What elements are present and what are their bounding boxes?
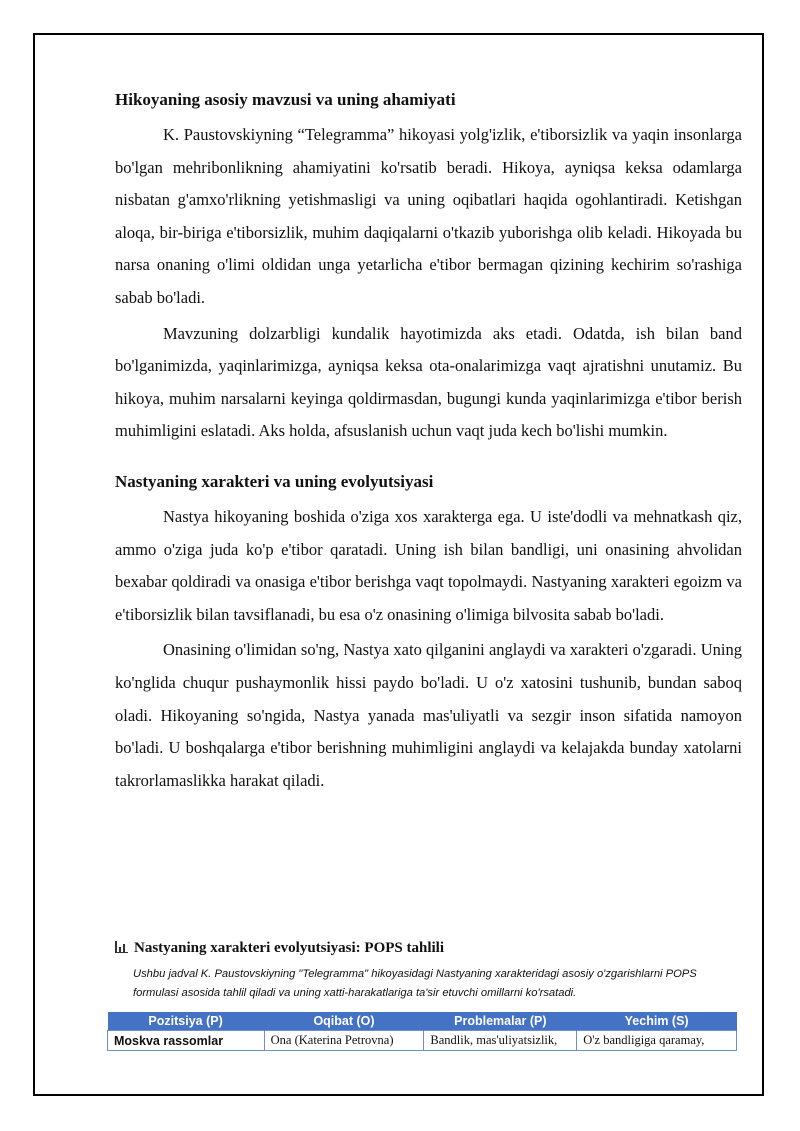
bar-chart-icon	[115, 941, 128, 953]
table-cell: Moskva rassomlar	[108, 1031, 265, 1051]
paragraph: Mavzuning dolzarbligi kundalik hayotimizda aks etadi. Odatda, ish bilan band bo'lganimizda, yaqinlarimizga, ayniqsa keksa ota-onalarimizga vaqt ajratishni unutamiz. Bu hikoya, muhim narsalarni keyinga qoldirmasdan, bugungi kunda yaqinlarimizga e'tibor berish muhimligini eslatadi. Aks holda, afsuslanish uchun vaqt juda kech bo'lishi mumkin.	[115, 323, 742, 441]
paragraph: K. Paustovskiyning “Telegramma” hikoyasi yolg'izlik, e'tiborsizlik va yaqin insonlarga bo'lgan mehribonlikning ahamiyatini ko'rsatib beradi. Hikoya, ayniqsa keksa odamlarga nisbatan g'amxo'rlikning yetishmasligi va uning oqibatlari haqida ogohlantiradi. Ketishgan aloqa, bir-biriga e'tiborsizlik, muhim daqiqalarni o'tkazib yuborishga olib keladi. Hikoyada bu narsa onaning o'limi oldidan unga yetarlicha e'tibor bermagan qizining kechirim so'rashiga sabab bo'ladi.	[115, 125, 742, 307]
column-header: Problemalar (P)	[424, 1012, 577, 1031]
table-title-text: Nastyaning xarakteri evolyutsiyasi: POPS tahlili	[134, 940, 445, 956]
document-body	[115, 84, 742, 797]
section-heading-character: Nastyaning xarakteri va uning evolyutsiyasi	[115, 471, 434, 491]
table-caption: Ushbu jadval K. Paustovskiyning "Telegramma" hikoyasidagi Nastyaning xarakteridagi asosiy o'zgarishlarni POPS formulasi asosida tahlil qiladi va uning xatti-harakatlariga ta'sir etuvchi omillarni ko'rsatadi.	[133, 968, 697, 999]
column-header: Oqibat (O)	[264, 1012, 424, 1031]
table-cell: O'z bandligiga qaramay,	[577, 1031, 737, 1051]
column-header: Yechim (S)	[577, 1012, 737, 1031]
table-header-row	[108, 1012, 737, 1031]
paragraph: Nastya hikoyaning boshida o'ziga xos xarakterga ega. U iste'dodli va mehnatkash qiz, ammo o'ziga juda ko'p e'tibor qaratadi. Uning ish bilan bandligi, uni onasining ahvolidan bexabar qoldiradi va onasiga e'tibor berishga vaqt topolmaydi. Nastyaning xarakteri egoizm va e'tiborsizlik bilan tavsiflanadi, bu esa o'z onasining o'limiga bilvosita sabab bo'ladi.	[115, 506, 742, 624]
section-heading-main-theme: Hikoyaning asosiy mavzusi va uning ahamiyati	[115, 90, 456, 109]
column-header: Pozitsiya (P)	[108, 1012, 265, 1031]
table-title	[115, 937, 742, 959]
paragraph: Onasining o'limidan so'ng, Nastya xato qilganini anglaydi va xarakteri o'zgaradi. Uning ko'nglida chuqur pushaymonlik hissi paydo bo'ladi. U o'z xatosini tushunib, bundan saboq oladi. Hikoyaning so'ngida, Nastya yanada mas'uliyatli va sezgir inson sifatida namoyon bo'ladi. U boshqalarga e'tibor berishning muhimligini anglaydi va kelajakda bunday xatolarni takrorlamaslikka harakat qiladi.	[115, 640, 742, 790]
table-row	[108, 1031, 737, 1051]
table-cell: Bandlik, mas'uliyatsizlik,	[424, 1031, 577, 1051]
pops-table	[107, 1012, 737, 1051]
table-cell: Ona (Katerina Petrovna)	[264, 1031, 424, 1051]
